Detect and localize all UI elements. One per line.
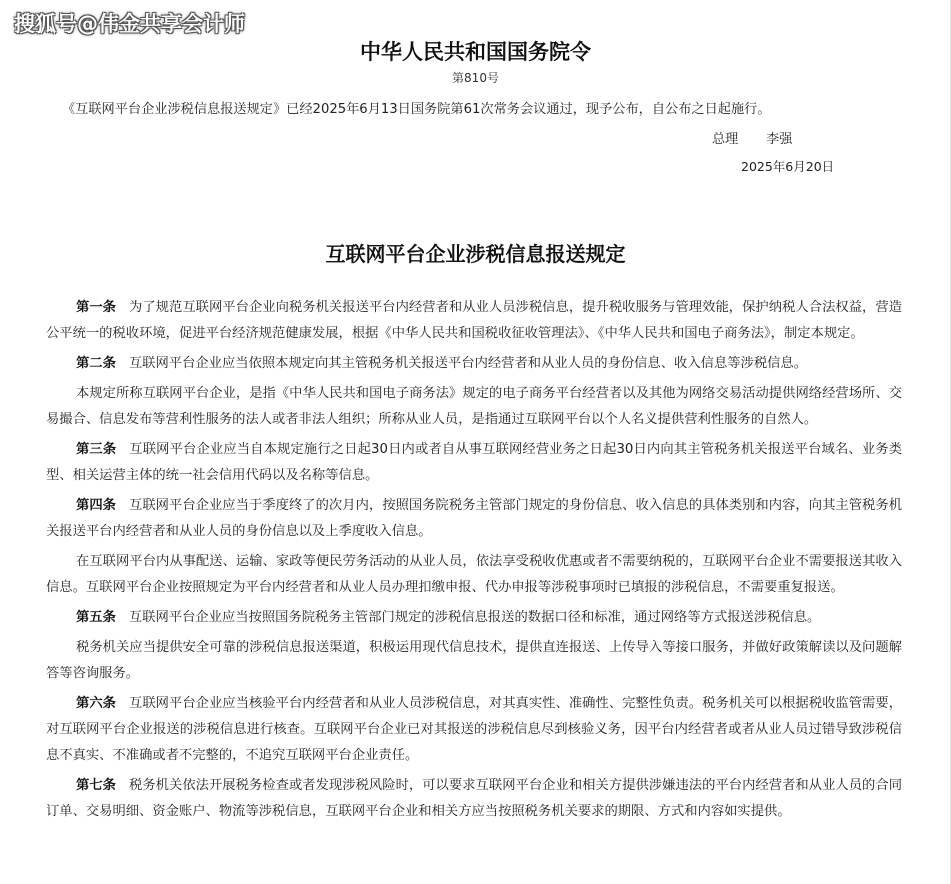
paragraph-9	[46, 691, 902, 769]
article-text: 本规定所称互联网平台企业，是指《中华人民共和国电子商务法》规定的电子商务平台经营者以及其他为网络交易活动提供网络经营场所、交易撮合、信息发布等营利性服务的法人或者非法人组织；所称从业人员，是指通过互联网平台以个人名义提供营利性服务的自然人。	[46, 386, 902, 427]
article-text: 税务机关应当提供安全可靠的涉税信息报送渠道，积极运用现代信息技术，提供直连报送、上传导入等接口服务，并做好政策解读以及问题解答等咨询服务。	[46, 640, 902, 681]
paragraph-3	[46, 381, 902, 433]
signer-role: 总理	[712, 132, 739, 147]
article-number: 第一条	[76, 300, 116, 315]
paragraph-4	[46, 437, 902, 489]
article-text: 互联网平台企业应当依照本规定向其主管税务机关报送平台内经营者和从业人员的身份信息、收入信息等涉税信息。	[128, 356, 808, 371]
article-text: 为了规范互联网平台企业向税务机关报送平台内经营者和从业人员涉税信息，提升税收服务与管理效能，保护纳税人合法权益，营造公平统一的税收环境，促进平台经济规范健康发展，根据《中华人民共和国税收征收管理法》、《中华人民共和国电子商务法》，制定本规定。	[46, 300, 903, 341]
article-text: 在互联网平台内从事配送、运输、家政等便民劳务活动的从业人员，依法享受税收优惠或者不需要纳税的，互联网平台企业不需要报送其收入信息。互联网平台企业按照规定为平台内经营者和从业人员办理扣缴申报、代办申报等涉税事项时已填报的涉税信息，不需要重复报送。	[46, 554, 902, 595]
article-text: 互联网平台企业应当自本规定施行之日起30日内或者自从事互联网经营业务之日起30日内向其主管税务机关报送平台域名、业务类型、相关运营主体的统一社会信用代码以及名称等信息。	[46, 442, 902, 483]
article-number: 第四条	[76, 498, 116, 513]
paragraph-1	[46, 295, 902, 347]
paragraph-8	[46, 635, 902, 687]
paragraph-6	[46, 549, 902, 601]
decree-date: 2025年6月20日	[741, 159, 835, 174]
decree-number: 第810号	[452, 71, 499, 85]
decree-title: 中华人民共和国国务院令	[360, 39, 591, 64]
article-number: 第二条	[76, 356, 116, 371]
article-text: 互联网平台企业应当核验平台内经营者和从业人员涉税信息，对其真实性、准确性、完整性负责。税务机关可以根据税收监管需要，对互联网平台企业报送的涉税信息进行核查。互联网平台企业已对其报送的涉税信息尽到核验义务，因平台内经营者或者从业人员过错导致涉税信息不真实、不准确或者不完整的，不追究互联网平台企业责任。	[46, 696, 903, 763]
regulation-body	[46, 295, 902, 829]
article-number: 第六条	[76, 696, 116, 711]
paragraph-7	[46, 605, 902, 631]
watermark: 搜狐号@伟金共享会计师	[14, 12, 245, 36]
article-number: 第五条	[76, 610, 116, 625]
paragraph-2	[46, 351, 902, 377]
article-text: 互联网平台企业应当于季度终了的次月内，按照国务院税务主管部门规定的身份信息、收入信息的具体类别和内容，向其主管税务机关报送平台内经营者和从业人员的身份信息以及上季度收入信息。	[46, 498, 903, 539]
article-text: 税务机关依法开展税务检查或者发现涉税风险时，可以要求互联网平台企业和相关方提供涉嫌违法的平台内经营者和从业人员的合同订单、交易明细、资金账户、物流等涉税信息，互联网平台企业和相关方应当按照税务机关要求的期限、方式和内容如实提供。	[46, 778, 903, 819]
article-number: 第七条	[76, 778, 116, 793]
article-text: 互联网平台企业应当按照国务院税务主管部门规定的涉税信息报送的数据口径和标准，通过网络等方式报送涉税信息。	[128, 610, 821, 625]
paragraph-10	[46, 773, 902, 825]
paragraph-5	[46, 493, 902, 545]
regulation-title: 互联网平台企业涉税信息报送规定	[325, 242, 626, 266]
signer-name: 李强	[766, 132, 793, 147]
article-number: 第三条	[76, 442, 117, 457]
decree-intro: 《互联网平台企业涉税信息报送规定》已经2025年6月13日国务院第61次常务会议通过，现予公布，自公布之日起施行。	[62, 102, 771, 117]
